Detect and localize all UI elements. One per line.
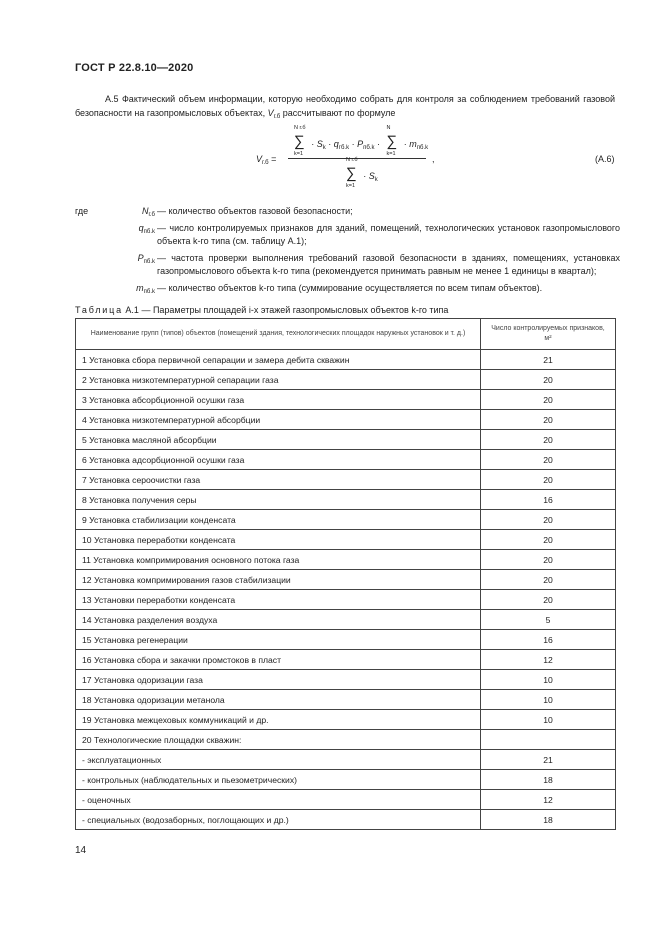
document-header: ГОСТ Р 22.8.10—2020 bbox=[75, 62, 194, 74]
row-feature-count: 20 bbox=[481, 370, 616, 390]
dot-2: · bbox=[328, 138, 332, 149]
dot-3: · bbox=[351, 138, 355, 149]
row-object-name: 16 Установка сбора и закачки промстоков в пласт bbox=[76, 650, 481, 670]
table-row bbox=[76, 530, 616, 550]
para-var: V bbox=[267, 108, 274, 118]
table-row bbox=[76, 470, 616, 490]
table-caption bbox=[75, 305, 448, 315]
definition-lead: где bbox=[75, 206, 89, 216]
table-caption-number: А.1 bbox=[125, 305, 139, 315]
row-object-name: 13 Установки переработки конденсата bbox=[76, 590, 481, 610]
row-feature-count: 20 bbox=[481, 570, 616, 590]
row-feature-count: 20 bbox=[481, 450, 616, 470]
term-p: P bbox=[357, 138, 364, 149]
definition-item bbox=[75, 205, 620, 218]
term-s: S bbox=[316, 138, 323, 149]
formula-lhs-sub: г.б bbox=[262, 160, 269, 166]
row-object-name: 20 Технологические площадки скважин: bbox=[76, 730, 481, 750]
row-object-name: 7 Установка сероочистки газа bbox=[76, 470, 481, 490]
row-object-name: 9 Установка стабилизации конденсата bbox=[76, 510, 481, 530]
row-feature-count: 20 bbox=[481, 410, 616, 430]
table-row bbox=[76, 730, 616, 750]
table-row bbox=[76, 570, 616, 590]
table-row bbox=[76, 490, 616, 510]
row-feature-count: 16 bbox=[481, 490, 616, 510]
term-s-sub: k bbox=[322, 144, 326, 151]
row-feature-count: 20 bbox=[481, 470, 616, 490]
row-feature-count bbox=[481, 730, 616, 750]
formula-number: (А.6) bbox=[595, 154, 615, 164]
table-row bbox=[76, 350, 616, 370]
row-object-name: - специальных (водозаборных, поглощающих и др.) bbox=[76, 810, 481, 830]
row-feature-count: 5 bbox=[481, 610, 616, 630]
table-row bbox=[76, 610, 616, 630]
sum-1-top: N г.б bbox=[294, 125, 306, 131]
table-row bbox=[76, 410, 616, 430]
sum-2-top: N bbox=[386, 125, 391, 131]
definition-text: — количество объектов k-го типа (суммирование осуществляется по всем типам объектов). bbox=[157, 283, 543, 293]
table-row bbox=[76, 750, 616, 770]
header-feature-count: Число контролируемых признаков, м² bbox=[481, 319, 616, 350]
table-row bbox=[76, 630, 616, 650]
row-object-name: 12 Установка компримирования газов стабилизации bbox=[76, 570, 481, 590]
sum-2-bottom: k=1 bbox=[386, 151, 396, 157]
table-row bbox=[76, 770, 616, 790]
definition-symbol: m bbox=[136, 283, 144, 293]
term-m-sub: пб.k bbox=[416, 144, 429, 151]
row-object-name: 14 Установка разделения воздуха bbox=[76, 610, 481, 630]
row-object-name: 6 Установка адсорбционной осушки газа bbox=[76, 450, 481, 470]
table-row bbox=[76, 790, 616, 810]
row-object-name: - эксплуатационных bbox=[76, 750, 481, 770]
definition-item bbox=[75, 222, 620, 248]
formula-a6 bbox=[0, 125, 661, 200]
page-number: 14 bbox=[75, 845, 87, 856]
header-object-group: Наименование групп (типов) объектов (помещений здания, технологических площадок наружных установок и т. д.) bbox=[76, 319, 481, 350]
den-term-s-sub: k bbox=[374, 176, 378, 183]
row-feature-count: 12 bbox=[481, 790, 616, 810]
table-row bbox=[76, 690, 616, 710]
definition-text: — количество объектов газовой безопасности; bbox=[157, 206, 353, 216]
sum-symbol-3: ∑ N г.б k=1 bbox=[346, 157, 358, 189]
formula-lhs bbox=[256, 154, 276, 164]
para-suffix: рассчитывают по формуле bbox=[282, 108, 396, 118]
sum-symbol-2: ∑ N k=1 bbox=[386, 125, 398, 157]
row-object-name: - оценочных bbox=[76, 790, 481, 810]
row-object-name: 2 Установка низкотемпературной сепарации газа bbox=[76, 370, 481, 390]
row-object-name: 18 Установка одоризации метанола bbox=[76, 690, 481, 710]
formula-comma: , bbox=[432, 154, 435, 164]
table-caption-label: Таблица bbox=[75, 305, 123, 315]
sum-1-bottom: k=1 bbox=[294, 151, 304, 157]
row-object-name: 1 Установка сбора первичной сепарации и замера дебита скважин bbox=[76, 350, 481, 370]
row-feature-count: 20 bbox=[481, 510, 616, 530]
row-feature-count: 20 bbox=[481, 430, 616, 450]
definition-symbol: q bbox=[138, 223, 144, 233]
dot-6: · bbox=[363, 170, 367, 181]
row-object-name: 19 Установка межцеховых коммуникаций и др. bbox=[76, 710, 481, 730]
row-feature-count: 16 bbox=[481, 630, 616, 650]
term-q: q bbox=[333, 138, 339, 149]
row-feature-count: 10 bbox=[481, 710, 616, 730]
row-object-name: - контрольных (наблюдательных и пьезометрических) bbox=[76, 770, 481, 790]
row-feature-count: 21 bbox=[481, 750, 616, 770]
row-feature-count: 21 bbox=[481, 350, 616, 370]
definitions-list bbox=[75, 205, 620, 299]
para-var-sub: г.б bbox=[273, 114, 281, 120]
row-feature-count: 12 bbox=[481, 650, 616, 670]
row-object-name: 10 Установка переработки конденсата bbox=[76, 530, 481, 550]
intro-paragraph bbox=[75, 92, 615, 120]
table-row bbox=[76, 590, 616, 610]
row-object-name: 17 Установка одоризации газа bbox=[76, 670, 481, 690]
row-feature-count: 18 bbox=[481, 810, 616, 830]
row-feature-count: 10 bbox=[481, 690, 616, 710]
table-row bbox=[76, 510, 616, 530]
row-object-name: 4 Установка низкотемпературной абсорбции bbox=[76, 410, 481, 430]
definition-symbol: N bbox=[141, 206, 149, 216]
definition-item bbox=[75, 252, 620, 278]
table-row bbox=[76, 670, 616, 690]
dot-1: · bbox=[311, 138, 315, 149]
row-feature-count: 20 bbox=[481, 550, 616, 570]
row-object-name: 8 Установка получения серы bbox=[76, 490, 481, 510]
den-term-s: S bbox=[368, 170, 375, 181]
definition-subscript: пб.k bbox=[143, 229, 155, 235]
row-feature-count: 10 bbox=[481, 670, 616, 690]
table-row bbox=[76, 550, 616, 570]
definition-subscript: г.б bbox=[148, 212, 155, 218]
term-m: m bbox=[409, 138, 417, 149]
definition-subscript: пб.k bbox=[143, 289, 155, 295]
table-caption-text: — Параметры площадей i-х этажей газопромысловых объектов k-го типа bbox=[141, 305, 449, 315]
table-body bbox=[76, 350, 616, 830]
formula-lhs-var: V bbox=[256, 154, 263, 164]
table-header-row bbox=[76, 319, 616, 350]
table-row bbox=[76, 370, 616, 390]
row-object-name: 3 Установка абсорбционной осушки газа bbox=[76, 390, 481, 410]
para-prefix: А.5 Фактический объем информации, которую необходимо собрать для контроля за соблюдением требований газовой безопасности на газопромысловых объектах, bbox=[75, 94, 615, 118]
sum-3-bottom: k=1 bbox=[346, 183, 356, 189]
row-object-name: 15 Установка регенерации bbox=[76, 630, 481, 650]
row-object-name: 5 Установка масляной абсорбции bbox=[76, 430, 481, 450]
definition-symbol: P bbox=[137, 253, 144, 263]
dot-4: · bbox=[377, 138, 381, 149]
row-feature-count: 18 bbox=[481, 770, 616, 790]
formula-denominator bbox=[342, 157, 378, 189]
row-object-name: 11 Установка компримирования основного потока газа bbox=[76, 550, 481, 570]
row-feature-count: 20 bbox=[481, 390, 616, 410]
table-row bbox=[76, 450, 616, 470]
formula-eq: = bbox=[271, 154, 277, 164]
table-row bbox=[76, 710, 616, 730]
definition-subscript: пб.k bbox=[143, 259, 155, 265]
definition-text: — число контролируемых признаков для зданий, помещений, технологических установок газопромыслового объекта k-го типа (см. таблицу А.1); bbox=[157, 223, 620, 246]
row-feature-count: 20 bbox=[481, 590, 616, 610]
term-q-sub: гб.k bbox=[338, 144, 350, 151]
term-p-sub: пб.k bbox=[363, 144, 375, 151]
dot-5: · bbox=[403, 138, 407, 149]
parameters-table bbox=[75, 318, 616, 830]
definition-item bbox=[75, 282, 620, 295]
sum-3-top: N г.б bbox=[346, 157, 358, 163]
formula-numerator bbox=[290, 125, 429, 157]
row-feature-count: 20 bbox=[481, 530, 616, 550]
table-row bbox=[76, 650, 616, 670]
table-row bbox=[76, 430, 616, 450]
definition-text: — частота проверки выполнения требований газовой безопасности в зданиях, помещениях, установках газопромыслового объекта k-го типа (рекомендуется принимать равным не менее 1 единицы в квартал); bbox=[157, 253, 620, 276]
table-row bbox=[76, 810, 616, 830]
table-row bbox=[76, 390, 616, 410]
sum-symbol-1: ∑ N г.б k=1 bbox=[294, 125, 306, 157]
